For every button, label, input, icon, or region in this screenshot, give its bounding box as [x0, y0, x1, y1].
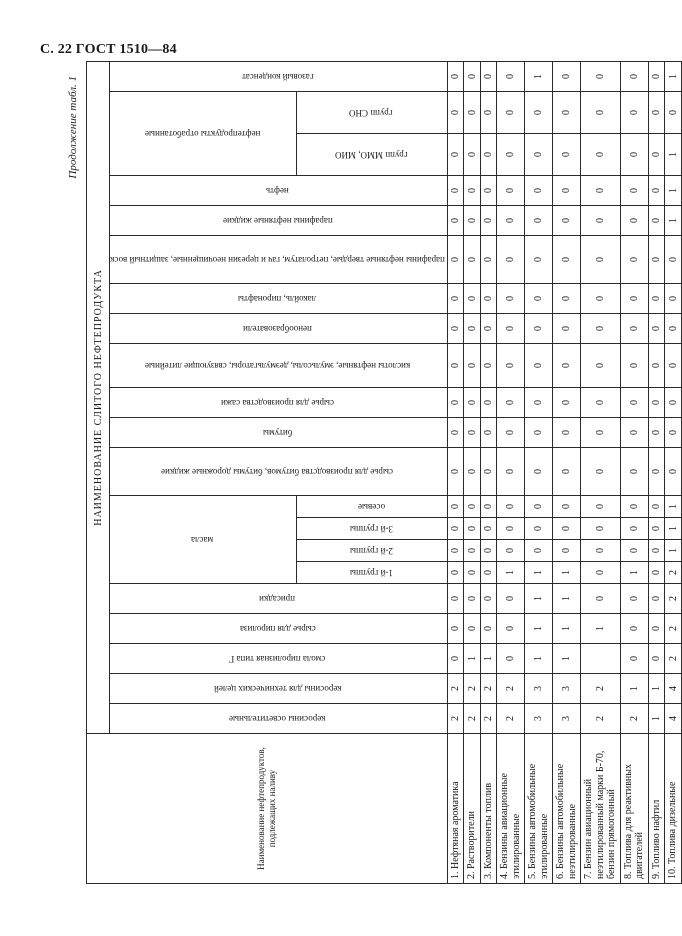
table-cell: 2 [581, 704, 621, 734]
table-cell: 0 [464, 176, 481, 206]
table-cell: 2 [464, 704, 481, 734]
table-cell: 0 [581, 540, 621, 562]
table-cell: 0 [648, 176, 665, 206]
table-cell: 0 [447, 206, 464, 236]
table-cell: 0 [620, 614, 648, 644]
col-header: лакойль, пиронафты [110, 284, 448, 314]
table-cell: 2 [665, 644, 682, 674]
table-cell: 0 [665, 448, 682, 496]
row-name: 5. Бензины автомобильные этилированные [525, 734, 553, 884]
table-row [620, 61, 648, 883]
table-cell: 2 [447, 674, 464, 704]
table-cell: 0 [447, 134, 464, 176]
masla-group-header: масла [110, 496, 297, 584]
table-cell: 1 [648, 674, 665, 704]
table-cell: 1 [525, 644, 553, 674]
table-cell: 0 [480, 314, 497, 344]
table-cell: 0 [497, 134, 525, 176]
col-header: осевые [297, 496, 447, 518]
table-cell: 4 [665, 674, 682, 704]
col-header: пенообразователи [110, 314, 448, 344]
table-cell: 0 [648, 344, 665, 388]
table-cell: 0 [480, 518, 497, 540]
table-cell: 0 [620, 284, 648, 314]
table-cell: 0 [497, 176, 525, 206]
table-cell: 0 [497, 448, 525, 496]
col-header: керосины осветительные [110, 704, 448, 734]
table-cell: 0 [447, 92, 464, 134]
table-cell: 0 [480, 448, 497, 496]
table-cell: 0 [447, 562, 464, 584]
table-cell: 1 [665, 540, 682, 562]
table-cell: 0 [648, 61, 665, 91]
col-header: 1-й группы [297, 562, 447, 584]
table-cell: 0 [480, 206, 497, 236]
table-cell: 0 [581, 496, 621, 518]
table-cell: 0 [497, 614, 525, 644]
table-cell: 0 [648, 206, 665, 236]
table-cell: 0 [480, 176, 497, 206]
table-cell: 2 [497, 674, 525, 704]
table-cell: 1 [464, 644, 481, 674]
table-cell: 2 [581, 674, 621, 704]
table-cell: 0 [497, 584, 525, 614]
table-cell: 0 [553, 388, 581, 418]
table-cell: 0 [620, 418, 648, 448]
table-cell: 1 [665, 134, 682, 176]
table-cell: 1 [665, 518, 682, 540]
table-cell: 0 [553, 206, 581, 236]
col-header: групп СНО [297, 92, 447, 134]
table-cell: 2 [480, 704, 497, 734]
table-cell: 0 [648, 388, 665, 418]
table-cell: 1 [665, 496, 682, 518]
table-cell: 0 [464, 540, 481, 562]
table-cell: 0 [464, 284, 481, 314]
table-cell: 0 [497, 344, 525, 388]
table-cell: 1 [525, 562, 553, 584]
table-cell [581, 644, 621, 674]
table-cell: 1 [620, 674, 648, 704]
table-cell: 0 [447, 448, 464, 496]
table-cell: 0 [665, 236, 682, 284]
table-cell: 1 [525, 61, 553, 91]
table-cell: 0 [581, 61, 621, 91]
table-cell: 0 [480, 284, 497, 314]
col-header: битумы [110, 418, 448, 448]
col-header: сырье для пиролиза [110, 614, 448, 644]
table-cell: 1 [665, 61, 682, 91]
table-cell: 0 [497, 388, 525, 418]
table-cell: 0 [525, 518, 553, 540]
table-cell: 0 [665, 92, 682, 134]
table-cell: 0 [464, 61, 481, 91]
table-cell: 1 [497, 562, 525, 584]
row-name: 4. Бензины авиационные этилированные [497, 734, 525, 884]
table-cell: 0 [620, 644, 648, 674]
table-cell: 0 [648, 562, 665, 584]
col-header: газовый конденсат [110, 61, 448, 91]
table-cell: 2 [665, 584, 682, 614]
group-header: НАИМЕНОВАНИЕ СЛИТОГО НЕФТЕПРОДУКТА [87, 61, 110, 733]
table-cell: 0 [525, 418, 553, 448]
table-cell: 1 [553, 562, 581, 584]
table-cell: 3 [553, 704, 581, 734]
table-cell: 0 [581, 388, 621, 418]
table-cell: 0 [480, 92, 497, 134]
table-cell: 0 [665, 284, 682, 314]
table-cell: 1 [553, 614, 581, 644]
table-row [553, 61, 581, 883]
table-cell: 0 [553, 344, 581, 388]
table-cell: 0 [553, 314, 581, 344]
table-cell: 0 [525, 134, 553, 176]
table-cell: 2 [665, 614, 682, 644]
table-cell: 0 [581, 584, 621, 614]
table-cell: 0 [464, 562, 481, 584]
table-cell: 0 [447, 236, 464, 284]
row-name: 7. Бензин авиационный неэтилированный марки Б-70, бензин прямогонный [581, 734, 621, 884]
table-cell: 0 [525, 176, 553, 206]
table-row [665, 61, 682, 883]
table-cell: 0 [447, 344, 464, 388]
table-cell: 0 [648, 236, 665, 284]
table-cell: 0 [581, 206, 621, 236]
table-cell: 0 [480, 540, 497, 562]
table-cell: 0 [497, 236, 525, 284]
table-cell: 0 [447, 540, 464, 562]
table-cell: 0 [497, 496, 525, 518]
table-cell: 0 [464, 206, 481, 236]
row-name: 8. Топлива для реактивных двигателей [620, 734, 648, 884]
table-cell: 0 [648, 540, 665, 562]
table-cell: 0 [581, 562, 621, 584]
table-cell: 0 [620, 206, 648, 236]
table-cell: 0 [553, 496, 581, 518]
table-cell: 1 [480, 644, 497, 674]
page-header: С. 22 ГОСТ 1510—84 [40, 42, 177, 57]
table-cell: 0 [581, 176, 621, 206]
table-cell: 0 [553, 284, 581, 314]
table-cell: 1 [581, 614, 621, 644]
table-cell: 0 [648, 314, 665, 344]
table-cell: 0 [553, 176, 581, 206]
table-cell: 0 [665, 314, 682, 344]
row-name: 6. Бензины автомобильные неэтилированные [553, 734, 581, 884]
table-cell: 0 [620, 496, 648, 518]
table-cell: 2 [447, 704, 464, 734]
table-cell: 0 [447, 418, 464, 448]
table-cell: 2 [497, 704, 525, 734]
table-cell: 0 [648, 518, 665, 540]
table-cell: 0 [447, 518, 464, 540]
table-cell: 2 [480, 674, 497, 704]
table-cell: 0 [620, 236, 648, 284]
table-row [447, 61, 464, 883]
table-cell: 0 [464, 236, 481, 284]
table-cell: 0 [620, 448, 648, 496]
table-cell: 0 [581, 344, 621, 388]
table-cell: 0 [480, 418, 497, 448]
rotated-table-container [66, 72, 679, 884]
table-cell: 0 [480, 496, 497, 518]
corner-header: Наименование нефтепродуктов, подлежащих наливу [87, 734, 448, 884]
table-cell: 0 [553, 518, 581, 540]
table-cell: 0 [525, 206, 553, 236]
table-cell: 0 [497, 314, 525, 344]
table-cell: 0 [464, 134, 481, 176]
row-name: 3. Компоненты топлив [480, 734, 497, 884]
table-cell: 0 [553, 448, 581, 496]
table-row [464, 61, 481, 883]
table-cell: 0 [620, 344, 648, 388]
table-cell: 1 [553, 584, 581, 614]
table-cell: 0 [581, 284, 621, 314]
col-header: нефть [110, 176, 448, 206]
table-cell: 1 [525, 614, 553, 644]
table-cell: 0 [648, 284, 665, 314]
table-row [581, 61, 621, 883]
table-cell: 0 [581, 134, 621, 176]
table-cell: 0 [497, 92, 525, 134]
table-cell: 0 [480, 614, 497, 644]
col-header: сырье для производства сажи [110, 388, 448, 418]
table-row [480, 61, 497, 883]
col-header: парафины нефтяные твердые, петролатум, гач и церезин неочищенные, защитный воск [110, 236, 448, 284]
col-header: сырье для производства битумов, битумы дорожные жидкие [110, 448, 448, 496]
table-row [525, 61, 553, 883]
table-cell: 0 [447, 61, 464, 91]
table-row [648, 61, 665, 883]
table-cell: 0 [553, 540, 581, 562]
row-name: 10. Топлива дизельные [665, 734, 682, 884]
table-cell: 0 [464, 614, 481, 644]
table-cell: 0 [464, 314, 481, 344]
row-name: 1. Нефтяная ароматика [447, 734, 464, 884]
table-body [447, 61, 681, 883]
table-cell: 0 [665, 418, 682, 448]
table-cell: 0 [464, 584, 481, 614]
table-cell: 0 [464, 448, 481, 496]
table-cell: 0 [620, 92, 648, 134]
table-cell: 0 [553, 236, 581, 284]
table-cell: 0 [665, 344, 682, 388]
table-cell: 0 [525, 92, 553, 134]
col-header: 3-й группы [297, 518, 447, 540]
table-cell: 1 [525, 584, 553, 614]
table-cell: 0 [497, 61, 525, 91]
table-cell: 3 [525, 704, 553, 734]
table-cell: 0 [553, 61, 581, 91]
table-cell: 0 [648, 134, 665, 176]
table-cell: 0 [648, 448, 665, 496]
table-cell: 0 [497, 518, 525, 540]
table-cell: 0 [525, 236, 553, 284]
table-cell: 0 [447, 314, 464, 344]
table-cell: 0 [525, 388, 553, 418]
table-cell: 0 [464, 344, 481, 388]
table-cell: 0 [581, 518, 621, 540]
table-cell: 0 [620, 176, 648, 206]
table-cell: 0 [620, 61, 648, 91]
table-cell: 0 [447, 584, 464, 614]
table-cell: 0 [581, 418, 621, 448]
table-cell: 0 [480, 388, 497, 418]
table-cell: 1 [553, 644, 581, 674]
table-cell: 0 [648, 614, 665, 644]
table-cell: 0 [648, 418, 665, 448]
table-cell: 0 [480, 236, 497, 284]
table-cell: 0 [497, 284, 525, 314]
table-cell: 0 [497, 644, 525, 674]
table-cell: 0 [480, 134, 497, 176]
table-cell: 0 [525, 540, 553, 562]
table-cell: 1 [665, 176, 682, 206]
table-cell: 0 [525, 284, 553, 314]
table-cell: 0 [447, 388, 464, 418]
table-cell: 0 [553, 418, 581, 448]
table-cell: 0 [525, 314, 553, 344]
table-cell: 0 [620, 134, 648, 176]
table-cell: 0 [620, 388, 648, 418]
table-cell: 0 [480, 344, 497, 388]
table-cell: 0 [464, 496, 481, 518]
table-cell: 0 [525, 344, 553, 388]
table-cell: 3 [553, 674, 581, 704]
col-header: 2-й группы [297, 540, 447, 562]
table-cell: 0 [497, 206, 525, 236]
table-cell: 0 [464, 92, 481, 134]
col-header: присадки [110, 584, 448, 614]
table-cell: 0 [620, 540, 648, 562]
header-row-group [87, 61, 110, 883]
waste-group-header: нефтепродукты отработанные [110, 92, 297, 176]
table-cell: 0 [581, 92, 621, 134]
col-header: кислоты нефтяные, эмульсолы, деэмульгаторы, связующие литейные [110, 344, 448, 388]
table-cell: 2 [464, 674, 481, 704]
table-cell: 0 [581, 448, 621, 496]
table-caption: Продолжение табл. 1 [67, 76, 79, 179]
table-cell: 0 [648, 584, 665, 614]
table-cell: 0 [620, 314, 648, 344]
table-cell: 0 [480, 61, 497, 91]
row-name: 9. Топливо нафтил [648, 734, 665, 884]
table-cell: 3 [525, 674, 553, 704]
row-name: 2. Растворители [464, 734, 481, 884]
table-cell: 0 [464, 388, 481, 418]
col-header: групп ММО, МИО [297, 134, 447, 176]
table-cell: 1 [665, 206, 682, 236]
table-cell: 0 [447, 644, 464, 674]
table-cell: 0 [480, 562, 497, 584]
table-cell: 4 [665, 704, 682, 734]
table-cell: 0 [447, 176, 464, 206]
col-header: парафины нефтяные жидкие [110, 206, 448, 236]
col-header: керосины для технических целей [110, 674, 448, 704]
table-cell: 0 [581, 314, 621, 344]
table-row [497, 61, 525, 883]
table-cell: 0 [553, 92, 581, 134]
col-header: смола пиролизная типа Г [110, 644, 448, 674]
table-cell: 0 [648, 496, 665, 518]
table-cell: 0 [447, 614, 464, 644]
table-cell: 0 [665, 388, 682, 418]
table-cell: 0 [447, 284, 464, 314]
table-cell: 0 [525, 496, 553, 518]
table-cell: 0 [648, 92, 665, 134]
table-cell: 0 [464, 518, 481, 540]
table-cell: 2 [620, 704, 648, 734]
table-cell: 0 [553, 134, 581, 176]
table-cell: 2 [665, 562, 682, 584]
table-cell: 0 [525, 448, 553, 496]
table-cell: 1 [648, 704, 665, 734]
table-cell: 0 [447, 496, 464, 518]
table-cell: 0 [581, 236, 621, 284]
table-cell: 0 [497, 540, 525, 562]
table-cell: 0 [480, 584, 497, 614]
table-cell: 1 [620, 562, 648, 584]
table-cell: 0 [648, 644, 665, 674]
table-cell: 0 [497, 418, 525, 448]
compatibility-table [86, 61, 682, 884]
table-cell: 0 [620, 518, 648, 540]
table-cell: 0 [620, 584, 648, 614]
table-cell: 0 [464, 418, 481, 448]
